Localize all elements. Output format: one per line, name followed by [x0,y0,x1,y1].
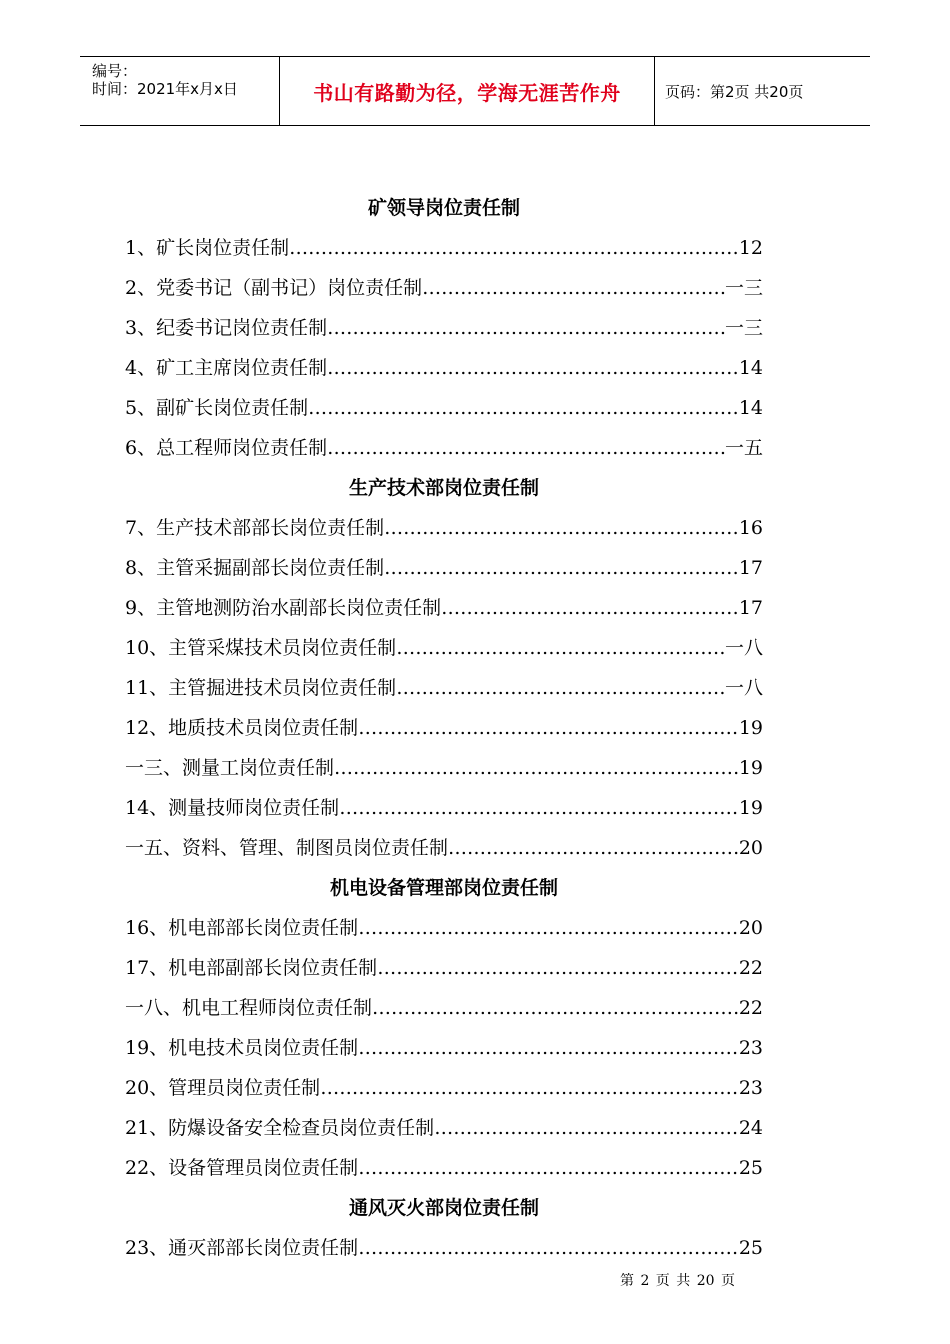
toc-entry-page: 20 [738,837,763,859]
toc-entry-page: 20 [738,917,763,939]
dot-leader [308,388,739,428]
dot-leader [327,428,725,468]
dot-leader [327,308,725,348]
toc-entry[interactable] [125,1228,763,1268]
toc-entry-page: 19 [738,717,763,739]
toc-entry-title: 10、主管采煤技术员岗位责任制 [125,637,397,659]
toc-entry-title: 19、机电技术员岗位责任制 [125,1037,359,1059]
dot-leader [320,1068,739,1108]
toc-entry[interactable] [125,828,763,868]
toc-entry-title: 3、纪委书记岗位责任制 [125,317,328,339]
dot-leader [396,628,725,668]
toc-entry[interactable] [125,588,763,628]
toc-entry-page: 一八 [724,637,763,659]
toc-entry[interactable] [125,508,763,548]
toc-entry-page: 23 [738,1037,763,1059]
dot-leader [289,228,739,268]
toc-entry[interactable] [125,348,763,388]
toc-entry[interactable] [125,988,763,1028]
toc-entry[interactable] [125,268,763,308]
toc-entry-page: 14 [738,397,763,419]
toc-entry-title: 6、总工程师岗位责任制 [125,437,328,459]
dot-leader [358,708,739,748]
toc-entry-title: 4、矿工主席岗位责任制 [125,357,328,379]
toc-entry-page: 25 [738,1157,763,1179]
toc-entry-title: 2、党委书记（副书记）岗位责任制 [125,277,423,299]
toc-entry[interactable] [125,548,763,588]
toc-entry-page: 12 [738,237,763,259]
toc-entry[interactable] [125,788,763,828]
toc-entry[interactable] [125,1028,763,1068]
toc-entry-title: 一八、机电工程师岗位责任制 [125,997,373,1019]
toc-entry[interactable] [125,628,763,668]
toc-entry[interactable] [125,948,763,988]
table-of-contents [125,188,763,1268]
dot-leader [434,1108,739,1148]
toc-entry-page: 一三 [724,317,763,339]
toc-entry-title: 17、机电部副部长岗位责任制 [125,957,378,979]
section-heading: 通风灭火部岗位责任制 [348,1197,539,1219]
toc-entry-title: 20、管理员岗位责任制 [125,1077,321,1099]
dot-leader [396,668,725,708]
toc-entry-page: 17 [738,557,763,579]
document-number-label: 编号： [92,62,138,80]
toc-entry-title: 14、测量技师岗位责任制 [125,797,340,819]
header-meta [80,57,280,125]
toc-entry[interactable] [125,428,763,468]
toc-entry[interactable] [125,668,763,708]
toc-entry[interactable] [125,388,763,428]
toc-entry-page: 19 [738,757,763,779]
dot-leader [358,908,739,948]
toc-entry[interactable] [125,1108,763,1148]
toc-entry-page: 25 [738,1237,763,1259]
dot-leader [339,788,739,828]
toc-entry[interactable] [125,1068,763,1108]
header-page-info: 页码：第2页 共20页 [665,82,804,101]
toc-entry-page: 19 [738,797,763,819]
toc-entry-title: 21、防爆设备安全检查员岗位责任制 [125,1117,435,1139]
toc-entry-title: 5、副矿长岗位责任制 [125,397,309,419]
dot-leader [358,1228,739,1268]
section-heading: 机电设备管理部岗位责任制 [329,877,558,899]
dot-leader [358,1148,739,1188]
toc-entry-title: 1、矿长岗位责任制 [125,237,290,259]
toc-entry-title: 12、地质技术员岗位责任制 [125,717,359,739]
toc-entry-title: 9、主管地测防治水副部长岗位责任制 [125,597,442,619]
toc-entry-title: 11、主管掘进技术员岗位责任制 [125,677,397,699]
dot-leader [384,548,739,588]
dot-leader [422,268,725,308]
page-footer: 第 2 页 共 20 页 [620,1273,735,1289]
dot-leader [327,348,739,388]
header-motto: 书山有路勤为径，学海无涯苦作舟 [280,57,655,125]
toc-entry[interactable] [125,228,763,268]
section-heading: 生产技术部岗位责任制 [348,477,539,499]
toc-entry-title: 一三、测量工岗位责任制 [125,757,335,779]
toc-entry[interactable] [125,308,763,348]
document-time-label: 时间：2021年x月x日 [92,80,238,98]
toc-entry-page: 一八 [724,677,763,699]
toc-entry-page: 22 [738,997,763,1019]
toc-entry-title: 一五、资料、管理、制图员岗位责任制 [125,837,449,859]
toc-entry-page: 17 [738,597,763,619]
dot-leader [372,988,739,1028]
dot-leader [358,1028,739,1068]
toc-entry[interactable] [125,748,763,788]
toc-entry-title: 16、机电部部长岗位责任制 [125,917,359,939]
toc-entry-page: 23 [738,1077,763,1099]
dot-leader [377,948,739,988]
toc-entry-title: 22、设备管理员岗位责任制 [125,1157,359,1179]
dot-leader [384,508,739,548]
toc-entry-title: 23、通灭部部长岗位责任制 [125,1237,359,1259]
dot-leader [441,588,739,628]
toc-entry-title: 8、主管采掘副部长岗位责任制 [125,557,385,579]
dot-leader [334,748,739,788]
toc-entry[interactable] [125,708,763,748]
toc-entry-title: 7、生产技术部部长岗位责任制 [125,517,385,539]
toc-entry[interactable] [125,1148,763,1188]
page-header [80,56,870,126]
toc-entry-page: 16 [738,517,763,539]
toc-entry[interactable] [125,908,763,948]
toc-entry-page: 一三 [724,277,763,299]
toc-entry-page: 14 [738,357,763,379]
toc-entry-page: 一五 [724,437,763,459]
toc-entry-page: 22 [738,957,763,979]
section-heading: 矿领导岗位责任制 [367,197,520,219]
dot-leader [448,828,739,868]
toc-entry-page: 24 [738,1117,763,1139]
